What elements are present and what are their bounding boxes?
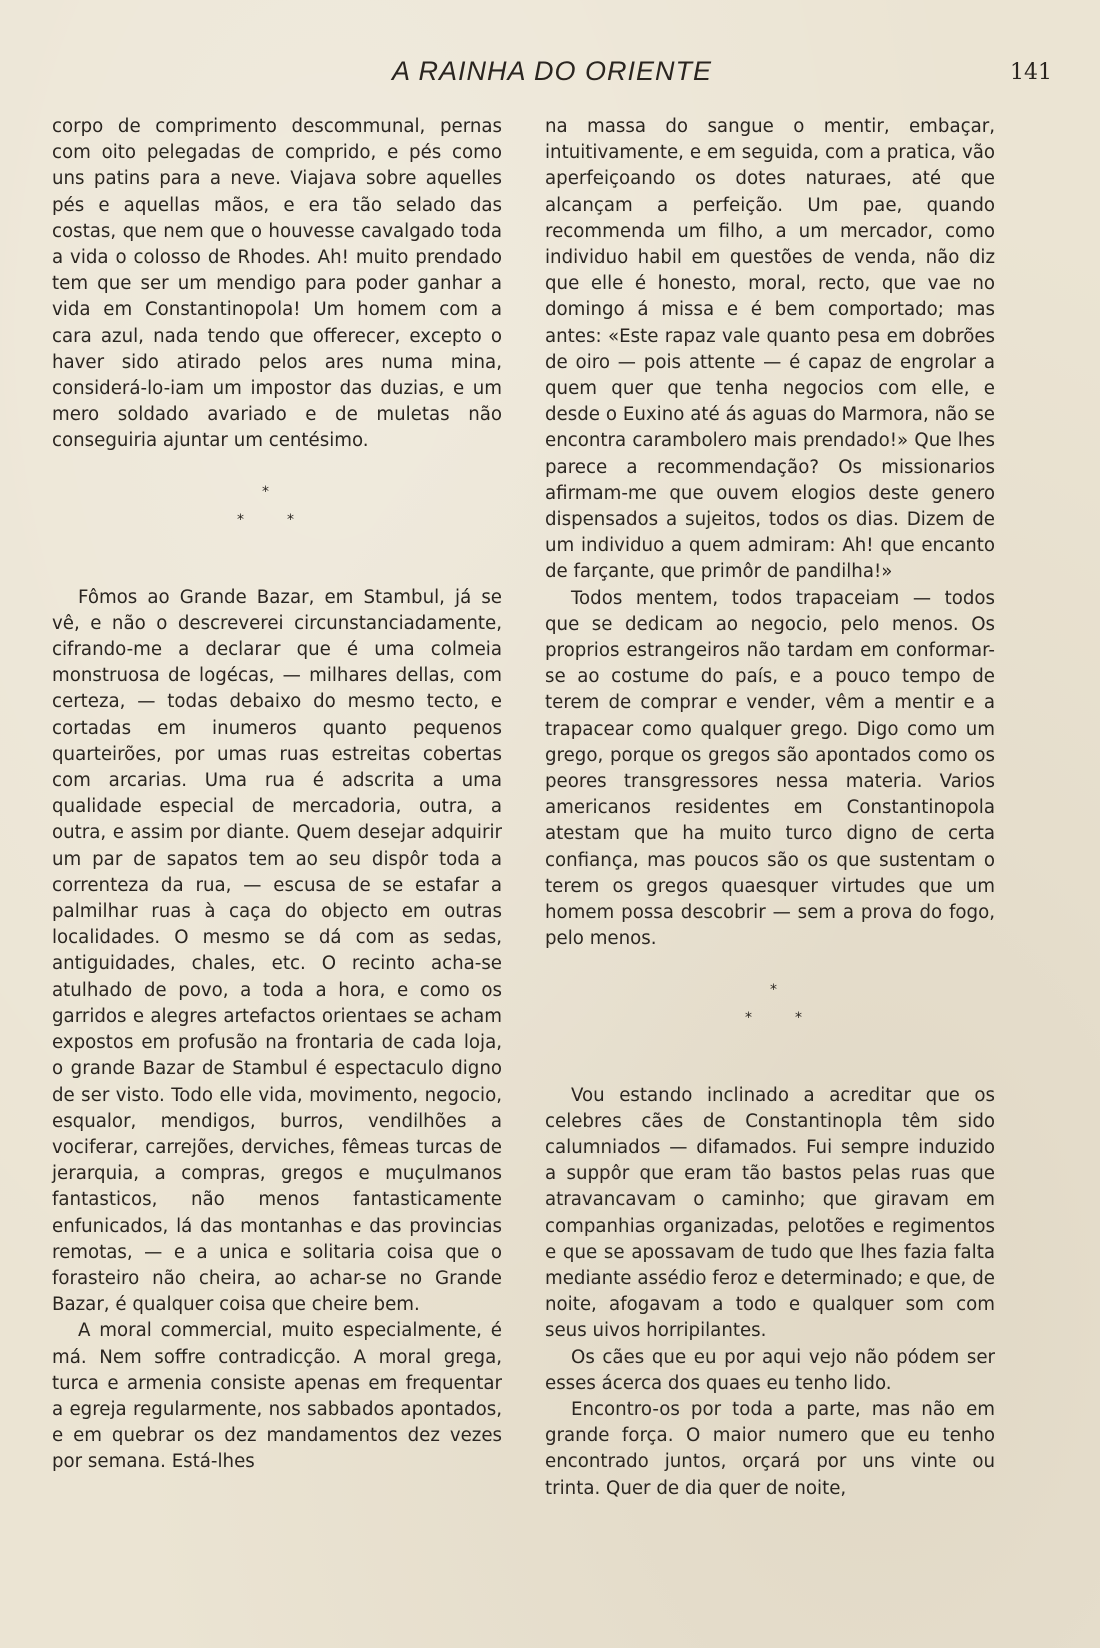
- right-column: [545, 114, 995, 1502]
- section-separator: [545, 953, 995, 1083]
- paragraph: Vou estando inclinado a acreditar que os celebres cães de Constantinopla têm sido calumniados — difamados. Fui sempre induzido a suppôr que eram tão bastos pelas ruas que atravancavam o caminho; que giravam em companhias organizadas, pelotões e regimentos e que se apossavam de tudo que lhes fazia falta mediante assédio feroz e determinado; e que, de noite, afogavam a todo e qualquer som com seus uivos horripilantes.: [545, 1084, 995, 1342]
- asterism-star: *: [237, 511, 244, 528]
- asterism-star: *: [745, 1009, 752, 1026]
- asterism-star: *: [287, 511, 294, 528]
- asterism-star: *: [770, 981, 777, 998]
- page-header: [52, 54, 1052, 94]
- paragraph: Encontro-os por toda a parte, mas não em grande força. O maior numero que eu tenho encontrado juntos, orçará por uns vinte ou trinta. Quer de dia quer de noite,: [545, 1398, 995, 1499]
- paragraph: Os cães que eu por aqui vejo não pódem ser esses ácerca dos quaes eu tenho lido.: [545, 1346, 995, 1394]
- running-title: A RAINHA DO ORIENTE: [391, 56, 713, 86]
- paragraph: A moral commercial, muito especialmente, é má. Nem soffre contradicção. A moral grega, turca e armenia consiste apenas em frequentar a egreja regularmente, nos sabbados apontados, e em quebrar os dez mandamentos dez vezes por semana. Está-lhes: [52, 1320, 502, 1473]
- paragraph: corpo de comprimento descommunal, pernas com oito pelegadas de comprido, e pés como uns patins para a neve. Viajava sobre aquelles pés e aquellas mãos, e era tão selado das costas, que nem que o houvesse cavalgado toda a vida o colosso de Rhodes. Ah! muito prendado tem que ser um mendigo para poder ganhar a vida em Constantinopola! Um homem com a cara azul, nada tendo que offerecer, excepto o haver sido atirado pelos ares numa mina, considerá-lo-iam um impostor das duzias, e um mero soldado avariado e de muletas não conseguiria ajuntar um centésimo.: [52, 116, 502, 452]
- page-number: 141: [1010, 60, 1052, 85]
- section-separator: [52, 455, 502, 585]
- paragraph: na massa do sangue o mentir, embaçar, intuitivamente, e em seguida, com a pratica, vão aperfeiçoando os dotes naturaes, até que alcançam a perfeição. Um pae, quando recommenda um filho, a um mercador, como individuo habil em questões de venda, não diz que elle é honesto, moral, recto, que vae no domingo á missa e é bem comportado; mas antes: «Este rapaz vale quanto pesa em dobrões de oiro — pois attente — é capaz de engrolar a quem quer que tenha negocios com elle, e desde o Euxino até ás aguas do Marmora, não se encontra carambolero mais prendado!» Que lhes parece a recommendação? Os missionarios afirmam-me que ouvem elogios deste genero dispensados a sujeitos, todos os dias. Dizem de um individuo a quem admiram: Ah! que encanto de farçante, que primôr de pandilha!»: [545, 116, 995, 583]
- paragraph: Fômos ao Grande Bazar, em Stambul, já se vê, e não o descreverei circunstanciadamente, cifrando-me a declarar que é uma colmeia monstruosa de logécas, — milhares dellas, com certeza, — todas debaixo do mesmo tecto, e cortadas em inumeros quanto pequenos quarteirões, por umas ruas estreitas cobertas com arcarias. Uma rua é adscrita a uma qualidade especial de mercadoria, outra, a outra, e assim por diante. Quem desejar adquirir um par de sapatos tem ao seu dispôr toda a correnteza da rua, — escusa de se estafar a palmilhar ruas à caça do objecto em outras localidades. O mesmo se dá com as sedas, antiguidades, chales, etc. O recinto acha-se atulhado de povo, a toda a hora, e como os garridos e alegres artefactos orientaes se acham expostos em profusão na frontaria de cada loja, o grande Bazar de Stambul é espectaculo digno de ser visto. Todo elle vida, movimento, negocio, esqualor, mendigos, burros, vendilhões a vociferar, carrejões, derviches, fêmeas turcas de jerarquia, a compras, gregos e muçulmanos fantasticos, não menos fantasticamente enfunicados, lá das montanhas e das provincias remotas, — e a unica e solitaria coisa que o forasteiro não cheira, ao achar-se no Grande Bazar, é qualquer coisa que cheire bem.: [52, 586, 502, 1316]
- asterism-star: *: [795, 1009, 802, 1026]
- left-column: [52, 114, 502, 1476]
- paragraph: Todos mentem, todos trapaceiam — todos que se dedicam ao negocio, pelo menos. Os proprios estrangeiros não tardam em conformar-se ao costume do país, e a pouco tempo de terem de comprar e vender, vêm a mentir e a trapacear como qualquer grego. Digo como um grego, porque os gregos são apontados como os peores transgressores nessa materia. Varios americanos residentes em Constantinopola atestam que ha muito turco digno de certa confiança, mas poucos são os que sustentam o terem os gregos quaesquer virtudes que um homem possa descobrir — sem a prova do fogo, pelo menos.: [545, 587, 995, 950]
- asterism-star: *: [262, 483, 269, 500]
